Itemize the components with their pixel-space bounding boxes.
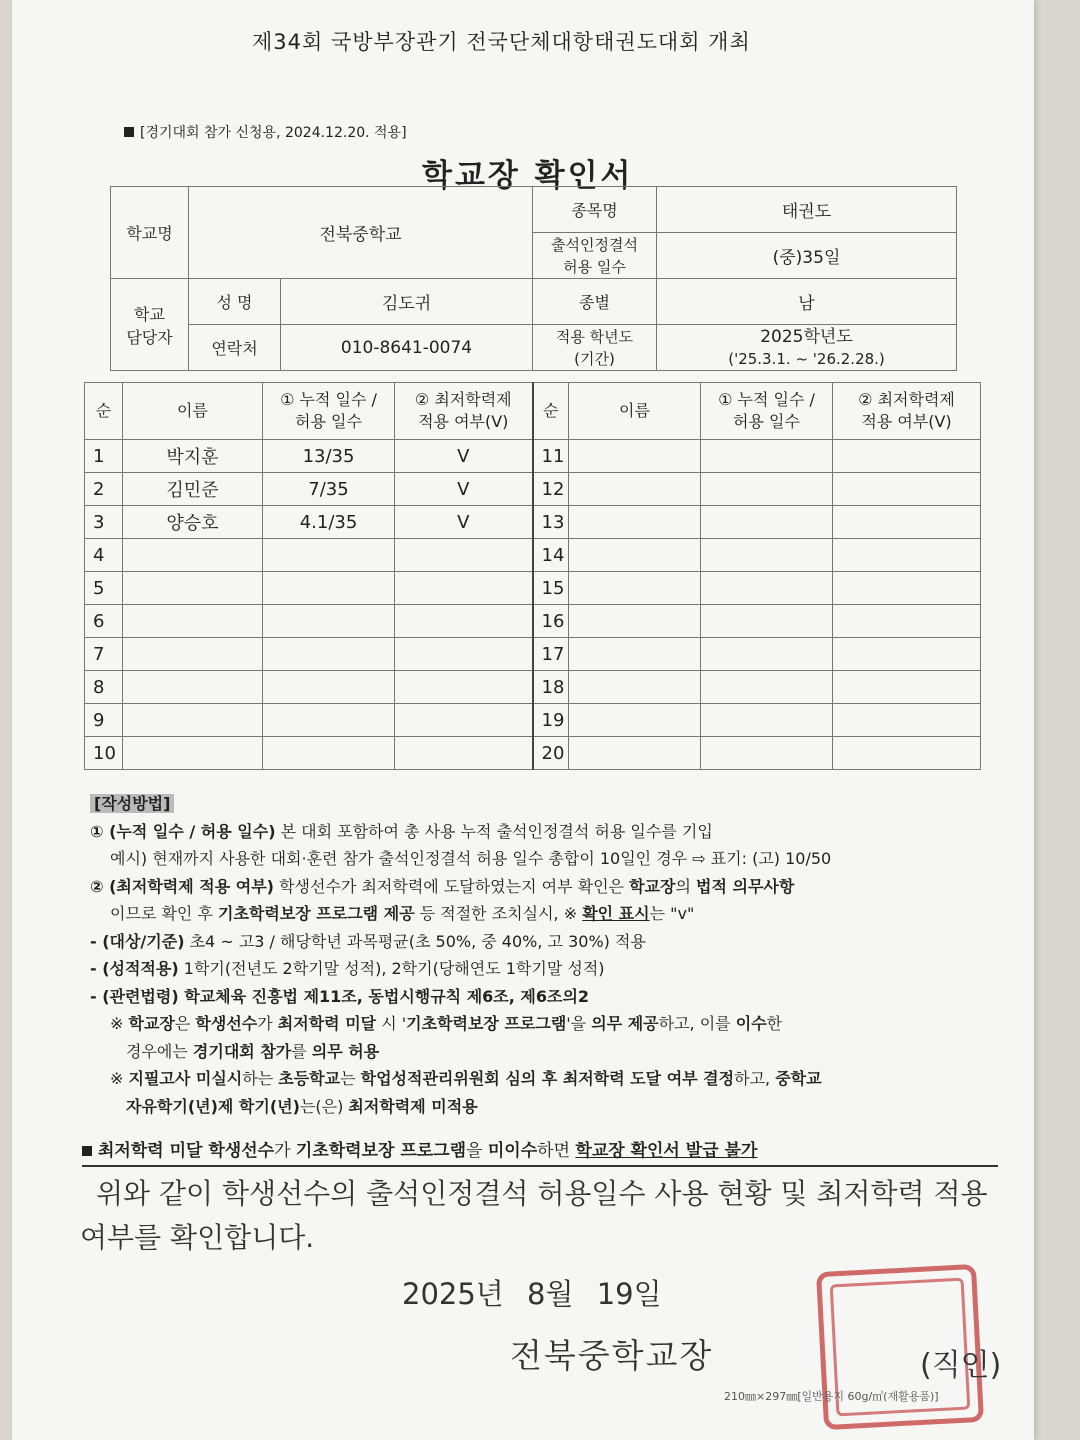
guide-line-10-t3: 하고, bbox=[734, 1069, 776, 1088]
roster-days: 7/35 bbox=[263, 473, 395, 506]
allowed-days-label-line2: 허용 일수 bbox=[563, 257, 626, 276]
school-info-table bbox=[110, 186, 957, 371]
guide-line-8-t2: 가 bbox=[257, 1014, 278, 1033]
roster-name-right bbox=[569, 737, 701, 770]
event-header-title: 제34회 국방부장관기 전국단체대항태권도대회 개최 bbox=[252, 30, 751, 54]
guide-line-11 bbox=[90, 1093, 1010, 1121]
col-days-header-right-line1: ① 누적 일수 / bbox=[718, 390, 815, 409]
document-title: 학교장 확인서 bbox=[422, 158, 634, 194]
school-year-label-line1: 적용 학년도 bbox=[555, 327, 634, 346]
document-page bbox=[12, 0, 1034, 1440]
roster-no-right: 19 bbox=[533, 704, 569, 737]
roster-no: 2 bbox=[85, 473, 123, 506]
contact-value: 010-8641-0074 bbox=[281, 325, 533, 371]
roster-check bbox=[395, 572, 533, 605]
roster-check bbox=[395, 704, 533, 737]
guide-line-6-bold: - (성적적용) bbox=[90, 959, 179, 978]
roster-days-right bbox=[701, 440, 833, 473]
roster-days bbox=[263, 737, 395, 770]
table-row bbox=[85, 539, 981, 572]
guide-line-7-text: 학교체육 진흥법 제11조, 동법시행규칙 제6조, 제6조의2 bbox=[178, 986, 590, 1006]
signer-title: 전북중학교장 bbox=[510, 1336, 714, 1375]
col-min-header-right-line1: ② 최저학력제 bbox=[858, 390, 955, 409]
table-row bbox=[85, 638, 981, 671]
roster-no-right: 14 bbox=[533, 539, 569, 572]
roster-name-right bbox=[569, 506, 701, 539]
roster-days-right bbox=[701, 539, 833, 572]
guide-line-3-particle: 의 bbox=[675, 876, 697, 896]
notice-part-e: 미이수 bbox=[487, 1141, 538, 1161]
table-row bbox=[85, 704, 981, 737]
roster-no-right: 16 bbox=[533, 605, 569, 638]
roster-days-right bbox=[701, 737, 833, 770]
roster-check: V bbox=[395, 473, 533, 506]
col-days-header bbox=[263, 383, 395, 440]
col-min-header-right bbox=[833, 383, 981, 440]
roster-check bbox=[395, 605, 533, 638]
guide-line-8-b4: 기초학력보장 프로그램 bbox=[406, 1014, 567, 1033]
guide-line-8 bbox=[90, 1010, 1010, 1038]
manager-label bbox=[111, 279, 189, 371]
gender-label: 종별 bbox=[533, 279, 657, 325]
roster-days: 4.1/35 bbox=[263, 506, 395, 539]
roster-no: 6 bbox=[85, 605, 123, 638]
guide-line-8-mark: ※ bbox=[110, 1014, 129, 1033]
roster-name-right bbox=[569, 671, 701, 704]
form-usage-note bbox=[124, 122, 407, 142]
guide-line-9-b1: 경기대회 참가 bbox=[192, 1041, 292, 1061]
roster-no-right: 15 bbox=[533, 572, 569, 605]
roster-check-right bbox=[833, 638, 981, 671]
roster-no-right: 13 bbox=[533, 506, 569, 539]
roster-check-right bbox=[833, 605, 981, 638]
roster-days: 13/35 bbox=[263, 440, 395, 473]
roster-no: 9 bbox=[85, 704, 123, 737]
roster-check-right bbox=[833, 572, 981, 605]
roster-days-right bbox=[701, 671, 833, 704]
roster-name-right bbox=[569, 539, 701, 572]
form-note-text: [경기대회 참가 신청용, 2024.12.20. 적용] bbox=[140, 125, 407, 141]
roster-no: 8 bbox=[85, 671, 123, 704]
guide-line-10-t1: 하는 bbox=[242, 1069, 279, 1088]
roster-days-right bbox=[701, 605, 833, 638]
roster-days bbox=[263, 605, 395, 638]
allowed-days-label-line1: 출석인정결석 bbox=[551, 235, 638, 254]
roster-no-right: 12 bbox=[533, 473, 569, 506]
event-label: 종목명 bbox=[533, 187, 657, 233]
guide-line-3-bold: ② (최저학력제 적용 여부) bbox=[90, 876, 274, 896]
guide-line-3-principal: 학교장 bbox=[629, 876, 676, 896]
guide-line-4-text2: 등 적절한 조치실시, ※ bbox=[414, 904, 583, 923]
roster-check-right bbox=[833, 440, 981, 473]
official-seal-label: (직인) bbox=[920, 1348, 1002, 1383]
roster-no: 4 bbox=[85, 539, 123, 572]
table-row bbox=[85, 671, 981, 704]
allowed-days-value: (중)35일 bbox=[657, 233, 957, 279]
roster-check bbox=[395, 638, 533, 671]
roster-no: 1 bbox=[85, 440, 123, 473]
roster-header-row bbox=[85, 383, 981, 440]
col-min-header bbox=[395, 383, 533, 440]
guide-line-10-b3: 학업성적관리위원회 심의 후 최저학력 도달 여부 결정 bbox=[360, 1069, 735, 1088]
manager-name-value: 김도귀 bbox=[281, 279, 533, 325]
guide-line-5-text: 초4 ~ 고3 / 해당학년 과목평균(초 50%, 중 40%, 고 30%) 적용 bbox=[184, 931, 646, 951]
roster-name bbox=[123, 605, 263, 638]
roster-name-right bbox=[569, 704, 701, 737]
issuance-notice bbox=[82, 1136, 998, 1167]
school-year-value bbox=[657, 325, 957, 371]
guide-line-10-b4: 중학교 bbox=[775, 1069, 822, 1088]
roster-days bbox=[263, 671, 395, 704]
col-days-header-line1: ① 누적 일수 / bbox=[280, 390, 377, 409]
guide-line-8-b2: 학생선수 bbox=[195, 1014, 258, 1033]
roster-name-right bbox=[569, 440, 701, 473]
roster-days-right bbox=[701, 506, 833, 539]
manager-label-line1: 학교 bbox=[134, 304, 165, 324]
guide-line-8-b3: 최저학력 미달 bbox=[277, 1014, 377, 1033]
guide-line-8-b5: 의무 제공 bbox=[591, 1014, 659, 1033]
roster-name-right bbox=[569, 638, 701, 671]
guide-line-8-t6: 한 bbox=[766, 1014, 783, 1033]
contact-label: 연락처 bbox=[189, 325, 281, 371]
table-row bbox=[85, 572, 981, 605]
notice-part-g: 학교장 확인서 발급 불가 bbox=[575, 1141, 758, 1161]
manager-label-line2: 담당자 bbox=[126, 327, 173, 347]
col-days-header-right-line2: 허용 일수 bbox=[733, 412, 800, 431]
roster-check-right bbox=[833, 506, 981, 539]
guide-line-2: 예시) 현재까지 사용한 대회·훈련 참가 출석인정결석 허용 일수 총합이 10일인 경우 ⇨ 표기: (고) 10/50 bbox=[110, 849, 832, 868]
table-row bbox=[85, 440, 981, 473]
notice-part-f: 하면 bbox=[537, 1141, 576, 1161]
roster-name bbox=[123, 737, 263, 770]
roster-days-right bbox=[701, 638, 833, 671]
writing-guide bbox=[90, 790, 1010, 1120]
checkbox-square-icon bbox=[82, 1146, 92, 1156]
guide-line-9-t2: 를 bbox=[291, 1041, 312, 1061]
guide-line-8-b6: 이수 bbox=[735, 1014, 767, 1033]
guide-line-7-bold: - (관련법령) bbox=[90, 986, 179, 1006]
guide-line-9-b2: 의무 허용 bbox=[311, 1041, 380, 1061]
roster-no: 10 bbox=[85, 737, 123, 770]
roster-name: 양승호 bbox=[123, 506, 263, 539]
guide-line-8-t3: 시 ' bbox=[376, 1014, 407, 1033]
guide-line-1-text: 본 대회 포함하여 총 사용 누적 출석인정결석 허용 일수를 기입 bbox=[275, 821, 713, 841]
col-name-header-right: 이름 bbox=[569, 383, 701, 440]
roster-days bbox=[263, 638, 395, 671]
roster-check bbox=[395, 737, 533, 770]
guide-tag: [작성방법] bbox=[90, 794, 174, 813]
table-row bbox=[85, 605, 981, 638]
school-year-period: ('25.3.1. ~ '26.2.28.) bbox=[728, 349, 885, 368]
guide-line-10 bbox=[90, 1065, 1010, 1093]
guide-line-3 bbox=[90, 873, 1010, 901]
guide-line-10-mark: ※ bbox=[110, 1069, 129, 1088]
guide-line-10-t2: 는 bbox=[340, 1069, 361, 1088]
event-value: 태권도 bbox=[657, 187, 957, 233]
school-year-text: 2025학년도 bbox=[760, 326, 853, 347]
guide-line-4-mark: 확인 표시 bbox=[582, 904, 650, 923]
student-roster-table bbox=[84, 382, 981, 770]
roster-no-right: 18 bbox=[533, 671, 569, 704]
roster-days-right bbox=[701, 572, 833, 605]
notice-part-a: 최저학력 미달 학생선수 bbox=[98, 1141, 275, 1161]
roster-no-right: 17 bbox=[533, 638, 569, 671]
roster-check-right bbox=[833, 473, 981, 506]
guide-line-11-b1: 자유학기(년)제 학기(년) bbox=[126, 1096, 300, 1116]
col-min-header-line2: 적용 여부(V) bbox=[418, 412, 509, 431]
school-year-label-line2: (기간) bbox=[574, 349, 615, 368]
notice-part-d: 을 bbox=[466, 1141, 488, 1161]
col-days-header-line2: 허용 일수 bbox=[295, 412, 362, 431]
col-min-header-right-line2: 적용 여부(V) bbox=[861, 412, 952, 431]
guide-line-4-program: 기초학력보장 프로그램 제공 bbox=[218, 904, 415, 923]
roster-check-right bbox=[833, 704, 981, 737]
confirmation-statement: 위와 같이 학생선수의 출석인정결석 허용일수 사용 현황 및 최저학력 적용 여부를 확인합니다. bbox=[80, 1177, 988, 1254]
roster-check bbox=[395, 539, 533, 572]
square-bullet-icon bbox=[124, 127, 134, 137]
notice-part-b: 가 bbox=[274, 1141, 296, 1161]
roster-name bbox=[123, 671, 263, 704]
roster-name-right bbox=[569, 605, 701, 638]
roster-name-right bbox=[569, 473, 701, 506]
guide-line-3-duty: 법적 의무사항 bbox=[696, 876, 795, 896]
guide-line-7 bbox=[90, 983, 1010, 1011]
roster-days bbox=[263, 539, 395, 572]
guide-line-5 bbox=[90, 928, 1010, 956]
allowed-days-label bbox=[533, 233, 657, 279]
roster-body bbox=[85, 440, 981, 770]
roster-no: 5 bbox=[85, 572, 123, 605]
table-row bbox=[85, 473, 981, 506]
school-name-value: 전북중학교 bbox=[189, 187, 533, 279]
roster-days bbox=[263, 572, 395, 605]
guide-line-8-t1: 은 bbox=[174, 1014, 196, 1033]
roster-check bbox=[395, 671, 533, 704]
paper-spec: 210㎜×297㎜[일반용지 60g/㎡(재활용품)] bbox=[724, 1390, 939, 1403]
roster-name bbox=[123, 572, 263, 605]
roster-no-right: 20 bbox=[533, 737, 569, 770]
table-row bbox=[85, 506, 981, 539]
col-days-header-right bbox=[701, 383, 833, 440]
roster-no-right: 11 bbox=[533, 440, 569, 473]
roster-name-right bbox=[569, 572, 701, 605]
guide-line-3-text: 학생선수가 최저학력에 도달하였는지 여부 확인은 bbox=[274, 876, 630, 896]
guide-line-1-bold: ① (누적 일수 / 허용 일수) bbox=[90, 821, 276, 841]
roster-name bbox=[123, 539, 263, 572]
roster-name: 박지훈 bbox=[123, 440, 263, 473]
roster-check-right bbox=[833, 737, 981, 770]
guide-line-1 bbox=[90, 818, 1010, 846]
guide-line-5-bold: - (대상/기준) bbox=[90, 931, 185, 951]
roster-days-right bbox=[701, 704, 833, 737]
guide-line-8-b1: 학교장 bbox=[128, 1014, 175, 1033]
notice-part-c: 기초학력보장 프로그램 bbox=[295, 1141, 467, 1161]
guide-line-11-t1: 는(은) bbox=[299, 1096, 349, 1116]
guide-line-9-t1: 경우에는 bbox=[126, 1041, 193, 1061]
roster-no: 3 bbox=[85, 506, 123, 539]
manager-name-label: 성 명 bbox=[189, 279, 281, 325]
roster-check: V bbox=[395, 506, 533, 539]
roster-name: 김민준 bbox=[123, 473, 263, 506]
guide-line-9 bbox=[90, 1038, 1010, 1066]
col-name-header: 이름 bbox=[123, 383, 263, 440]
guide-line-11-b2: 최저학력제 미적용 bbox=[348, 1096, 478, 1116]
issue-date: 2025년 8월 19일 bbox=[402, 1277, 662, 1311]
col-no-header: 순 bbox=[85, 383, 123, 440]
guide-line-6 bbox=[90, 955, 1010, 983]
roster-days bbox=[263, 704, 395, 737]
guide-line-10-b1: 지필고사 미실시 bbox=[128, 1069, 243, 1088]
guide-line-6-text: 1학기(전년도 2학기말 성적), 2학기(당해연도 1학기말 성적) bbox=[178, 959, 605, 978]
col-min-header-line1: ② 최저학력제 bbox=[414, 390, 512, 409]
roster-days-right bbox=[701, 473, 833, 506]
roster-check-right bbox=[833, 671, 981, 704]
gender-value: 남 bbox=[657, 279, 957, 325]
guide-line-10-b2: 초등학교 bbox=[278, 1069, 341, 1088]
school-name-label: 학교명 bbox=[111, 187, 189, 279]
roster-check: V bbox=[395, 440, 533, 473]
guide-line-4 bbox=[90, 900, 1010, 928]
guide-line-4-text3: 는 "v" bbox=[649, 904, 695, 923]
table-row bbox=[85, 737, 981, 770]
roster-name bbox=[123, 638, 263, 671]
col-no-header-right: 순 bbox=[533, 383, 569, 440]
roster-check-right bbox=[833, 539, 981, 572]
school-year-label bbox=[533, 325, 657, 371]
guide-line-8-t4: '을 bbox=[566, 1014, 592, 1033]
guide-line-4-text: 이므로 확인 후 bbox=[110, 904, 218, 923]
roster-no: 7 bbox=[85, 638, 123, 671]
roster-name bbox=[123, 704, 263, 737]
guide-line-8-t5: 하고, 이를 bbox=[658, 1014, 736, 1033]
